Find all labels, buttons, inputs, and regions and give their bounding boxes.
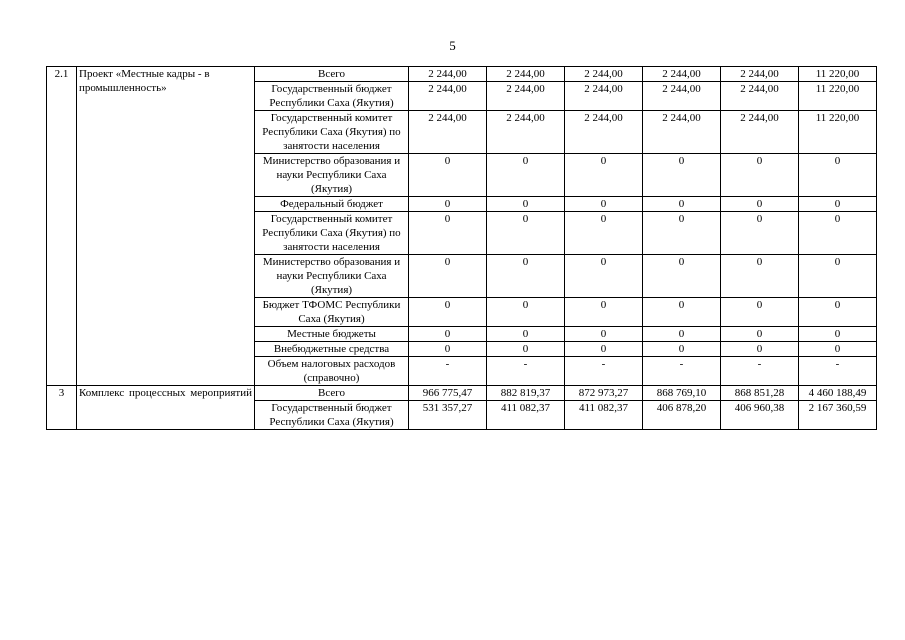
source-label: Объем налоговых расходов (справочно)	[255, 357, 409, 386]
value-cell: 0	[565, 212, 643, 255]
value-cell: 0	[487, 197, 565, 212]
value-cell: -	[487, 357, 565, 386]
value-cell: 0	[409, 298, 487, 327]
value-cell: 0	[721, 154, 799, 197]
source-label: Государственный комитет Республики Саха (Якутия) по занятости населения	[255, 212, 409, 255]
row-index: 2.1	[47, 67, 77, 386]
value-cell: 0	[799, 154, 877, 197]
value-cell: 0	[409, 342, 487, 357]
value-cell: 872 973,27	[565, 386, 643, 401]
value-cell: 531 357,27	[409, 401, 487, 430]
value-cell: 0	[643, 197, 721, 212]
value-cell: 2 244,00	[565, 67, 643, 82]
row-name: Проект «Местные кадры - в промышленность»	[77, 67, 255, 386]
source-label: Всего	[255, 386, 409, 401]
value-cell: 0	[799, 212, 877, 255]
table-body	[47, 67, 877, 430]
value-cell: 0	[487, 298, 565, 327]
value-cell: 2 244,00	[643, 82, 721, 111]
value-cell: 0	[487, 255, 565, 298]
value-cell: 0	[487, 342, 565, 357]
value-cell: 411 082,37	[487, 401, 565, 430]
value-cell: 0	[643, 327, 721, 342]
value-cell: 0	[721, 255, 799, 298]
table-row	[47, 67, 877, 82]
value-cell: 2 244,00	[721, 111, 799, 154]
value-cell: 2 244,00	[487, 111, 565, 154]
source-label: Министерство образования и науки Республики Саха (Якутия)	[255, 154, 409, 197]
value-cell: 406 878,20	[643, 401, 721, 430]
value-cell: -	[721, 357, 799, 386]
value-cell: 2 244,00	[409, 111, 487, 154]
value-cell: -	[643, 357, 721, 386]
table-row	[47, 386, 877, 401]
source-label: Государственный бюджет Республики Саха (Якутия)	[255, 82, 409, 111]
budget-table	[46, 66, 877, 430]
value-cell: 0	[799, 327, 877, 342]
value-cell: 0	[721, 197, 799, 212]
value-cell: 11 220,00	[799, 67, 877, 82]
value-cell: 2 244,00	[487, 67, 565, 82]
value-cell: 11 220,00	[799, 111, 877, 154]
source-label: Бюджет ТФОМС Республики Саха (Якутия)	[255, 298, 409, 327]
value-cell: 2 244,00	[643, 111, 721, 154]
value-cell: 0	[799, 342, 877, 357]
source-label: Государственный комитет Республики Саха (Якутия) по занятости населения	[255, 111, 409, 154]
source-label: Государственный бюджет Республики Саха (Якутия)	[255, 401, 409, 430]
row-index: 3	[47, 386, 77, 430]
value-cell: 0	[565, 327, 643, 342]
value-cell: 0	[487, 212, 565, 255]
source-label: Федеральный бюджет	[255, 197, 409, 212]
source-label: Всего	[255, 67, 409, 82]
value-cell: 0	[565, 154, 643, 197]
value-cell: 0	[721, 342, 799, 357]
value-cell: 2 244,00	[721, 82, 799, 111]
value-cell: 2 244,00	[565, 111, 643, 154]
value-cell: 4 460 188,49	[799, 386, 877, 401]
page-number: 5	[449, 38, 456, 53]
value-cell: 2 244,00	[565, 82, 643, 111]
value-cell: 2 244,00	[487, 82, 565, 111]
value-cell: 0	[799, 255, 877, 298]
value-cell: 0	[799, 197, 877, 212]
value-cell: 868 851,28	[721, 386, 799, 401]
source-label: Внебюджетные средства	[255, 342, 409, 357]
value-cell: 0	[643, 255, 721, 298]
value-cell: 0	[409, 255, 487, 298]
row-name: Комплекс процессных мероприятий	[77, 386, 255, 430]
value-cell: 0	[643, 212, 721, 255]
value-cell: 0	[565, 255, 643, 298]
value-cell: 0	[643, 154, 721, 197]
value-cell: -	[799, 357, 877, 386]
value-cell: 0	[721, 298, 799, 327]
value-cell: 0	[487, 154, 565, 197]
value-cell: 0	[409, 212, 487, 255]
value-cell: 0	[409, 154, 487, 197]
value-cell: 411 082,37	[565, 401, 643, 430]
value-cell: 868 769,10	[643, 386, 721, 401]
value-cell: 2 167 360,59	[799, 401, 877, 430]
value-cell: 2 244,00	[409, 67, 487, 82]
value-cell: 0	[409, 197, 487, 212]
value-cell: 2 244,00	[409, 82, 487, 111]
value-cell: 2 244,00	[721, 67, 799, 82]
value-cell: 0	[721, 327, 799, 342]
value-cell: 0	[565, 298, 643, 327]
value-cell: -	[409, 357, 487, 386]
value-cell: 0	[565, 197, 643, 212]
value-cell: 882 819,37	[487, 386, 565, 401]
value-cell: 0	[643, 298, 721, 327]
value-cell: 2 244,00	[643, 67, 721, 82]
value-cell: 0	[409, 327, 487, 342]
source-label: Местные бюджеты	[255, 327, 409, 342]
value-cell: -	[565, 357, 643, 386]
value-cell: 966 775,47	[409, 386, 487, 401]
source-label: Министерство образования и науки Республики Саха (Якутия)	[255, 255, 409, 298]
value-cell: 0	[487, 327, 565, 342]
value-cell: 11 220,00	[799, 82, 877, 111]
value-cell: 0	[565, 342, 643, 357]
value-cell: 0	[643, 342, 721, 357]
value-cell: 0	[799, 298, 877, 327]
value-cell: 406 960,38	[721, 401, 799, 430]
value-cell: 0	[721, 212, 799, 255]
